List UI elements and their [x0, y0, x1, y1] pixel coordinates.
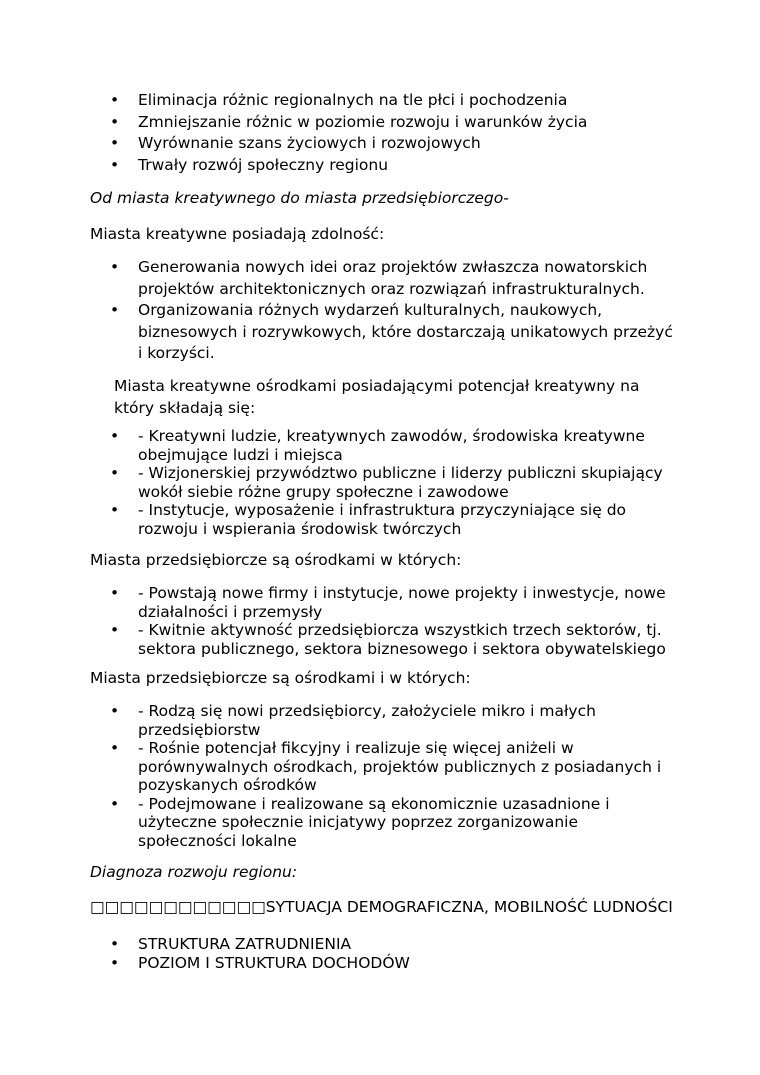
list-item: • Trwały rozwój społeczny regionu	[90, 155, 680, 177]
bullet-icon: •	[110, 794, 120, 813]
list-item: • POZIOM I STRUKTURA DOCHODÓW	[110, 953, 410, 972]
bullet-icon: •	[110, 935, 120, 953]
list-item: • - Rodzą się nowi przedsiębiorcy, założyciele mikro i małych przedsiębiorstw	[110, 702, 596, 739]
entrepreneurial-list-2	[90, 702, 680, 850]
bullet-icon: •	[110, 464, 120, 482]
bullet-icon: •	[110, 501, 120, 519]
creative-abilities-list	[90, 257, 680, 365]
section-heading: Diagnoza rozwoju regionu:	[90, 863, 298, 881]
list-item: • - Powstają nowe firmy i instytucje, nowe projekty i inwestycje, nowe działalności i przemysły	[110, 584, 666, 621]
diagnosis-list	[90, 935, 680, 972]
bullet-icon: •	[110, 91, 120, 109]
bullet-icon: •	[110, 621, 120, 639]
bullet-icon: •	[110, 112, 120, 131]
paragraph: Miasta przedsiębiorcze są ośrodkami i w których:	[90, 669, 471, 687]
bullet-icon: •	[110, 134, 120, 152]
paragraph: Miasta kreatywne posiadają zdolność:	[90, 225, 385, 243]
section-heading: Od miasta kreatywnego do miasta przedsiębiorczego-	[90, 189, 509, 207]
bullet-icon: •	[110, 258, 120, 276]
list-item: • Wyrównanie szans życiowych i rozwojowych	[90, 133, 680, 155]
list-item: • - Rośnie potencjał fikcyjny i realizuje się więcej aniżeli w porównywalnych ośrodkach, projektów publicznych z posiadanych i pozyskanych ośrodków	[110, 739, 662, 794]
missing-glyph-boxes: □□□□□□□□□□□□	[90, 898, 266, 916]
entrepreneurial-list-1	[90, 584, 680, 658]
bullet-icon: •	[110, 301, 120, 319]
list-item: • STRUKTURA ZATRUDNIENIA	[110, 935, 352, 953]
goals-list	[90, 90, 680, 176]
bullet-icon: •	[110, 702, 120, 720]
list-item: • - Wizjonerskiej przywództwo publiczne i liderzy publiczni skupiający wokół siebie różne grupy społeczne i zawodowe	[110, 464, 663, 501]
list-item: • - Kreatywni ludzie, kreatywnych zawodów, środowiska kreatywne obejmujące ludzi i miejsca	[110, 427, 645, 464]
list-item: • Zmniejszanie różnic w poziomie rozwoju i warunków życia	[90, 112, 680, 134]
bullet-icon: •	[110, 953, 120, 972]
list-item: • Eliminacja różnic regionalnych na tle płci i pochodzenia	[90, 90, 680, 112]
paragraph: Miasta kreatywne ośrodkami posiadającymi potencjał kreatywny na który składają się:	[114, 377, 640, 417]
bullet-icon: •	[110, 739, 120, 757]
list-item: • - Kwitnie aktywność przedsiębiorcza wszystkich trzech sektorów, tj. sektora publicznego, sektora biznesowego i sektora obywatelskiego	[110, 621, 666, 658]
list-item: • Organizowania różnych wydarzeń kulturalnych, naukowych, biznesowych i rozrywkowych, które dostarczają unikatowych przeżyć i korzyści.	[110, 301, 673, 362]
list-item: • Generowania nowych idei oraz projektów zwłaszcza nowatorskich projektów architektonicznych oraz rozwiązań infrastrukturalnych.	[110, 258, 648, 298]
creative-potential-list	[90, 427, 680, 538]
paragraph: Miasta przedsiębiorcze są ośrodkami w których:	[90, 551, 462, 569]
bullet-icon: •	[110, 584, 120, 602]
list-item: • - Instytucje, wyposażenie i infrastruktura przyczyniające się do rozwoju i wspierania środowisk twórczych	[110, 501, 627, 538]
bullet-icon: •	[110, 155, 120, 174]
paragraph: □□□□□□□□□□□□SYTUACJA DEMOGRAFICZNA, MOBILNOŚĆ LUDNOŚCI	[90, 898, 673, 916]
bullet-icon: •	[110, 427, 120, 445]
list-item: • - Podejmowane i realizowane są ekonomicznie uzasadnione i użyteczne społecznie inicjatywy poprzez zorganizowanie społeczności lokalne	[110, 794, 610, 850]
